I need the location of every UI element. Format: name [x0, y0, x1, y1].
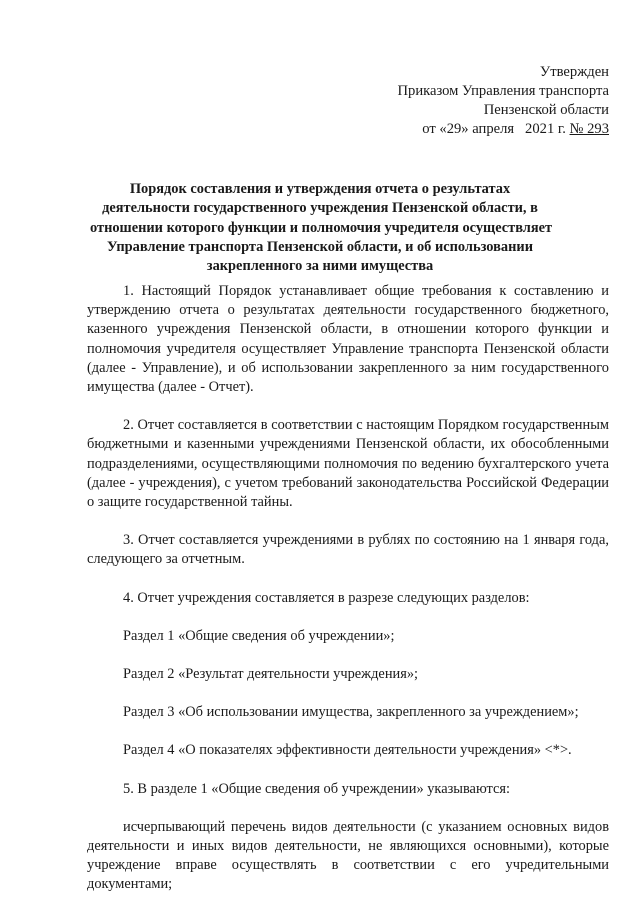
approval-stamp: [397, 63, 609, 139]
paragraph-1: 1. Настоящий Порядок устанавливает общие требования к составлению и утверждению отчета о результатах деятельности государственного бюджетного, казенного учреждения Пензенской области, в отношении которого функции и полномочия учредителя осуществляет Управление транспорта Пензенской области (далее - Управление), и об использовании закрепленного за ним государственного имущества (далее - Отчет).: [87, 283, 609, 396]
section-item-4: Раздел 4 «О показателях эффективности деятельности учреждения» <*>.: [123, 742, 572, 759]
section-item-1: Раздел 1 «Общие сведения об учреждении»;: [123, 627, 395, 644]
approval-line-4: [397, 120, 609, 139]
title-line-1: Порядок составления и утверждения отчета о результатах: [129, 181, 511, 197]
document-title: [90, 180, 553, 276]
approval-line-1: Утвержден: [539, 64, 609, 80]
paragraph-4: 4. Отчет учреждения составляется в разрезе следующих разделов:: [123, 589, 530, 606]
title-line-3: отношении которого функции и полномочия учредителя осуществляет: [90, 219, 553, 236]
title-line-4: Управление транспорта Пензенской области, и об использовании: [106, 238, 533, 255]
section-item-2: Раздел 2 «Результат деятельности учреждения»;: [123, 666, 419, 683]
paragraph-6: исчерпывающий перечень видов деятельности (с указанием основных видов деятельности и иных видов деятельности, не являющихся основными), которые учреждение вправе осуществлять в соответствии с его учредительными документами;: [87, 818, 609, 893]
paragraph-5: 5. В разделе 1 «Общие сведения об учреждении» указываются:: [123, 780, 510, 797]
approval-line-3: Пензенской области: [483, 102, 609, 118]
document-body: [87, 282, 609, 914]
approval-order-number: № 293: [569, 121, 609, 137]
approval-line-2: Приказом Управления транспорта: [397, 83, 609, 99]
title-line-5: закрепленного за ними имущества: [206, 258, 434, 275]
title-line-2: деятельности государственного учреждения Пензенской области, в: [102, 200, 538, 217]
approval-date: от «29» апреля 2021 г.: [422, 121, 570, 137]
section-item-3: Раздел 3 «Об использовании имущества, закрепленного за учреждением»;: [123, 704, 579, 721]
paragraph-3: 3. Отчет составляется учреждениями в рублях по состоянию на 1 января года, следующего за отчетным.: [87, 532, 609, 568]
paragraph-2: 2. Отчет составляется в соответствии с настоящим Порядком государственным бюджетными и казенными учреждениями Пензенской области, их обособленными подразделениями, осуществляющими полномочия по ведению бухгалтерского учета (далее - учреждения), с учетом требований законодательства Российской Федерации о защите государственной тайны.: [87, 417, 609, 511]
